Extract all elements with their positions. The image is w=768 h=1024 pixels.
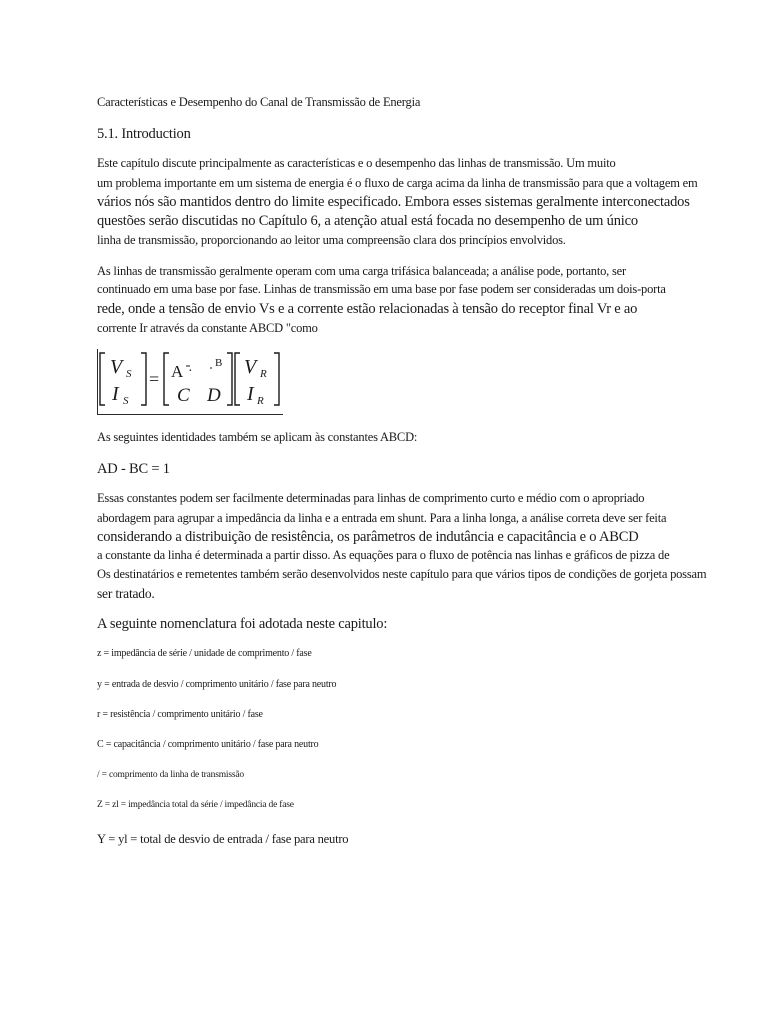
paragraph-line: abordagem para agrupar a impedância da linha e a entrada em shunt. Para a linha longa, a análise correta deve ser feita: [97, 511, 667, 525]
a-artifact: ·: [188, 364, 193, 379]
paragraph-line: Os destinatários e remetentes também serão desenvolvidos neste capítulo para que vários tipos de condições de gorjeta possam: [97, 567, 707, 581]
section-heading: 5.1. Introduction: [97, 126, 191, 142]
bracket-left: [164, 353, 169, 405]
list-item: Y = yl = total de desvio de entrada / fase para neutro: [97, 832, 349, 846]
paragraph-line: linha de transmissão, proporcionando ao leitor uma compreensão clara dos princípios envolvidos.: [97, 233, 566, 247]
vr-subscript: R: [260, 368, 267, 380]
bracket-right: [141, 353, 146, 405]
vs-symbol: V: [110, 356, 123, 378]
vr-symbol: V: [244, 356, 257, 378]
paragraph-line: corrente Ir através da constante ABCD "como: [97, 321, 318, 335]
list-item: C = capacitância / comprimento unitário / fase para neutro: [97, 739, 319, 750]
bracket-right: [274, 353, 279, 405]
paragraph-line: rede, onde a tensão de envio Vs e a corrente estão relacionadas à tensão do receptor final Vr e ao: [97, 301, 638, 317]
list-item: / = comprimento da linha de transmissão: [97, 770, 244, 780]
list-item: y = entrada de desvio / comprimento unitário / fase para neutro: [97, 679, 337, 690]
list-item: Z = zl = impedância total da série / impedância de fase: [97, 800, 294, 810]
paragraph-line: questões serão discutidas no Capítulo 6, a atenção atual está focada no desempenho de um único: [97, 213, 638, 229]
d-symbol: D: [207, 385, 221, 406]
paragraph-line: um problema importante em um sistema de energia é o fluxo de carga acima da linha de transmissão para que a voltagem em: [97, 176, 698, 190]
is-subscript: S: [123, 395, 129, 407]
nomenclature-heading: A seguinte nomenclatura foi adotada neste capitulo:: [97, 616, 388, 632]
paragraph-line: ser tratado.: [97, 586, 155, 601]
identities-intro: As seguintes identidades também se aplicam às constantes ABCD:: [97, 430, 418, 444]
paragraph-line: Essas constantes podem ser facilmente determinadas para linhas de comprimento curto e médio com o apropriado: [97, 491, 645, 505]
identity-equation: AD - BC = 1: [97, 461, 170, 477]
is-symbol: I: [112, 383, 119, 405]
paragraph-line: Este capítulo discute principalmente as características e o desempenho das linhas de transmissão. Um muito: [97, 156, 616, 170]
ir-subscript: R: [257, 395, 264, 407]
list-item: z = impedância de série / unidade de comprimento / fase: [97, 648, 312, 659]
equals-sign: =: [149, 369, 160, 389]
matrix-figure: [97, 349, 283, 415]
b-symbol: B: [215, 357, 223, 369]
c-symbol: C: [177, 385, 190, 406]
bracket-left: [100, 353, 105, 405]
vs-subscript: S: [126, 368, 132, 380]
paragraph-line: considerando a distribuição de resistência, os parâmetros de indutância e capacitância e o ABCD: [97, 529, 639, 545]
paragraph-line: continuado em uma base por fase. Linhas de transmissão em uma base por fase podem ser consideradas um dois-porta: [97, 282, 666, 296]
bracket-left: [235, 353, 240, 405]
paragraph-line: vários nós são mantidos dentro do limite especificado. Embora esses sistemas geralmente interconectados: [97, 194, 690, 210]
list-item: r = resistência / comprimento unitário / fase: [97, 709, 263, 720]
paragraph-line: a constante da linha é determinada a partir disso. As equações para o fluxo de potência nas linhas e gráficos de pizza de: [97, 548, 670, 562]
paragraph-line: As linhas de transmissão geralmente operam com uma carga trifásica balanceada; a análise pode, portanto, ser: [97, 264, 626, 278]
a-symbol: A: [171, 362, 184, 381]
bracket-right: [227, 353, 232, 405]
document-title: Características e Desempenho do Canal de Transmissão de Energia: [97, 95, 421, 109]
abcd-matrix-equation: [97, 349, 283, 415]
ir-symbol: I: [247, 383, 254, 405]
